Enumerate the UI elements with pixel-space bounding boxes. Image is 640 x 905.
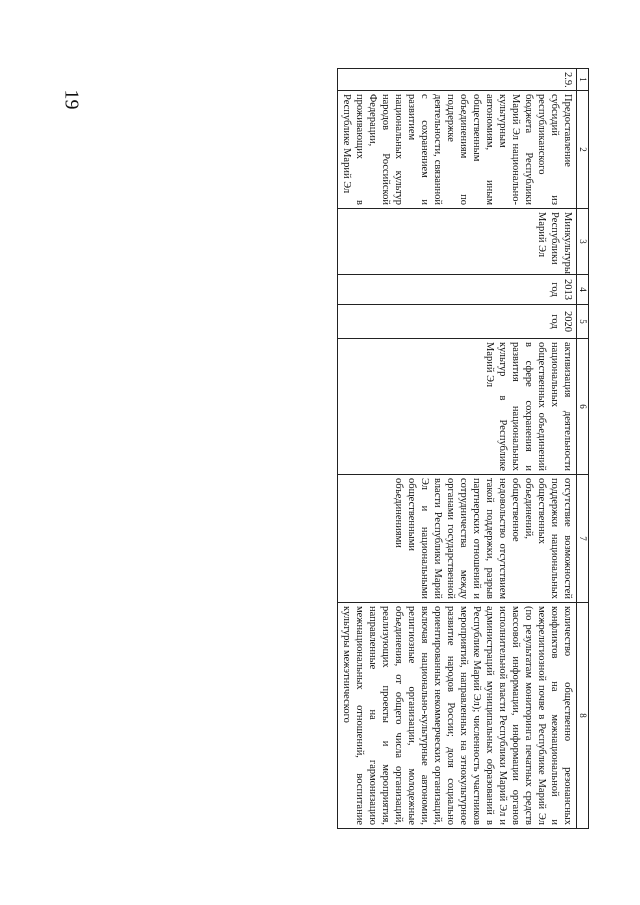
table-row [338, 69, 577, 829]
header-cell-6: 6 [577, 339, 589, 475]
consequences: отсутствие возможностей поддержки национальных общественных объединений, общественное недовольство отсутствием такой поддержки, разрыв партнерских отношений и сотрудничества между органами государственной власти Республики Марий Эл и национальными общественными объединениями [338, 475, 577, 603]
header-cell-5: 5 [577, 305, 589, 339]
header-row [577, 69, 589, 829]
header-cell-4: 4 [577, 275, 589, 305]
executor: Минкультуры Республики Марий Эл [338, 209, 577, 275]
header-cell-2: 2 [577, 91, 589, 209]
header-cell-8: 8 [577, 603, 589, 829]
header-cell-7: 7 [577, 475, 589, 603]
header-cell-3: 3 [577, 209, 589, 275]
expected-result: активизация деятельности национальных общественных объединений в сфере сохранения и развития национальных культур в Республике Марий Эл [338, 339, 577, 475]
page-number: 19 [60, 89, 83, 110]
header-cell-1: 1 [577, 69, 589, 91]
end-year: 2020 год [338, 305, 577, 339]
row-number: 2.9. [338, 69, 577, 91]
start-year: 2013 год [338, 275, 577, 305]
rotated-table-container [119, 68, 589, 828]
indicators: количество общественно резонансных конфликтов на межнациональной и межрелигиозной почве в Республике Марий Эл (по результатам мониторинга печатных средств массовой информации, информации органов исполнительной власти Республики Марий Эл и администраций муниципальных образований в Республике Марий Эл); численность участников мероприятий, направленных на этнокультурное развитие народов России; доля социально ориентированных некоммерческих организаций, включая национально-культурные автономии, религиозные организации, молодежные объединения, от общего числа организаций, реализующих проекты и мероприятия, направленные на гармонизацию межнациональных отношений, воспитание культуры межэтнического [338, 603, 577, 829]
measure-name: Предоставление субсидий из республиканского бюджета Республики Марий Эл национально-культурным автономиям, иным общественным объединениям по поддержке деятельности, связанной с сохранением и развитием национальных культур народов Российской Федерации, проживающих в Республике Марий Эл [338, 91, 577, 209]
measures-table [337, 68, 589, 829]
